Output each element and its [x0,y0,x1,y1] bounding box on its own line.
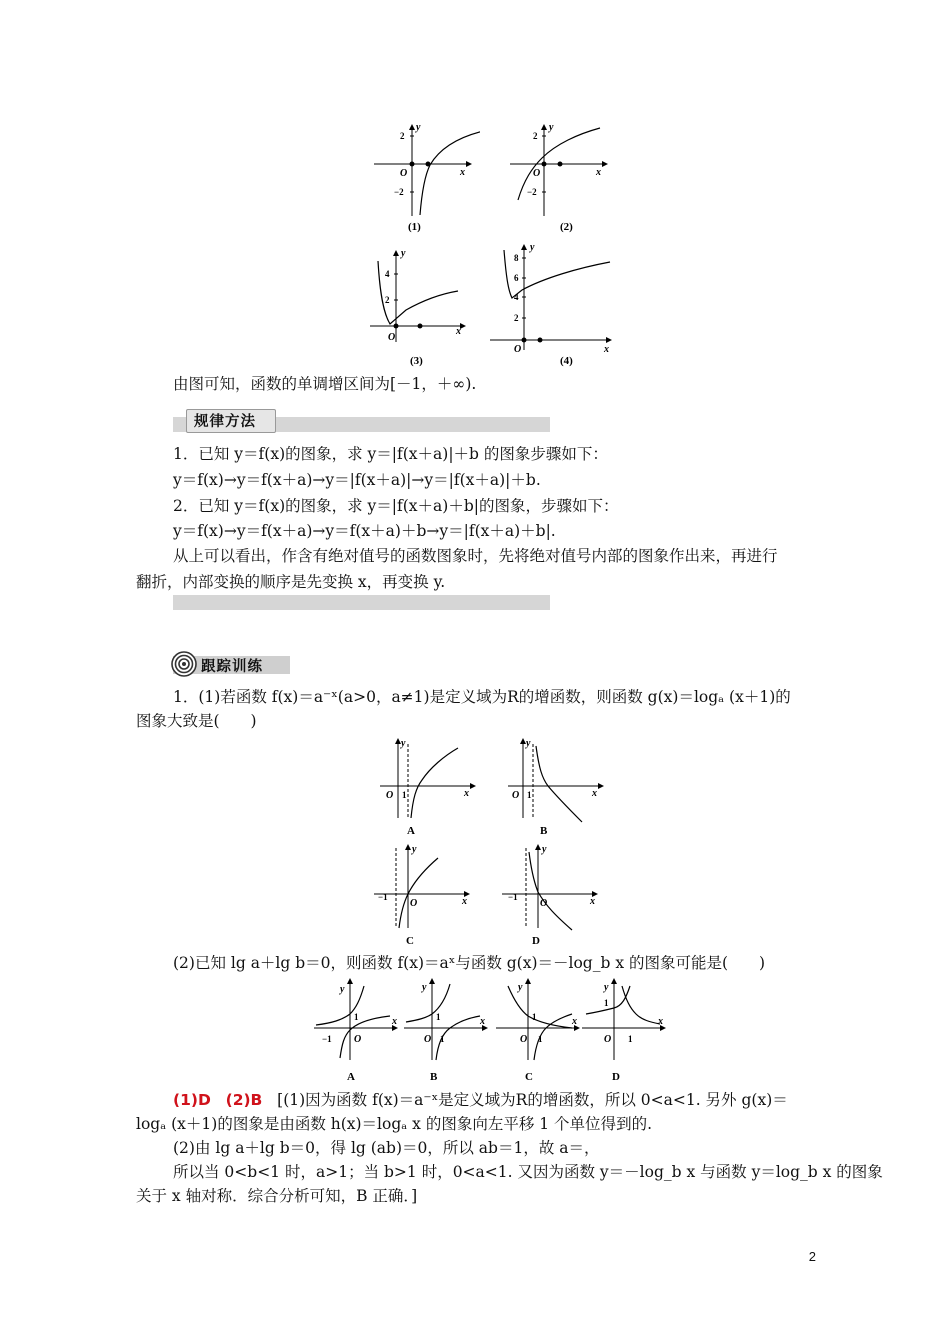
graph-caption: (3) [410,355,423,367]
answer-2: (2)B [225,1091,263,1109]
q2-option-b-graph [402,978,492,1083]
method-end-bar [173,595,550,610]
q1-option-d-graph [496,842,606,947]
tick-label: 4 [385,269,390,279]
axis-y-label: y [518,982,523,993]
answer-line-1 [173,1090,788,1110]
axis-y-label: y [542,844,547,855]
answer-line-2: logₐ (x＋1)的图象是由函数 h(x)＝logₐ x 的图象向左平移 1 个单位得到的. [136,1115,652,1133]
q2-option-d-graph [580,978,670,1083]
tick-label: 8 [514,253,519,263]
tick-label: 1 [604,998,609,1008]
origin-label: O [400,168,408,179]
origin-label: O [386,790,394,801]
origin-label: O [533,168,541,179]
axis-x-label: x [392,1016,397,1027]
graph-caption: (2) [560,221,573,233]
axis-x-label: x [592,788,597,799]
axis-x-label: x [604,344,609,355]
axis-y-label: y [549,122,554,133]
axis-y-label: y [340,984,345,995]
training-title: 跟踪训练 [201,659,263,675]
origin-label: O [514,344,522,355]
axis-y-label: y [416,122,421,133]
option-caption: B [430,1071,438,1083]
q1-option-c-graph [368,842,478,947]
option-caption: C [406,935,414,947]
axis-x-label: x [596,167,601,178]
answer-line-3: (2)由 lg a＋lg b＝0，得 lg (ab)＝0，所以 ab＝1，故 a＝， [173,1139,600,1157]
tick-label: 4 [514,292,519,302]
question-2-line: (2)已知 lg a＋lg b＝0，则函数 f(x)＝aˣ与函数 g(x)＝－log_b x 的图象可能是( ) [173,954,766,972]
answer-1: (1)D [173,1091,211,1109]
tick-label: 2 [400,131,405,141]
question-1-line1: 1．(1)若函数 f(x)＝a⁻ˣ(a>0，a≠1)是定义域为R的增函数，则函数 g(x)＝logₐ (x＋1)的 [173,688,791,706]
method-line: y＝f(x)→y＝f(x＋a)→y＝f(x＋a)＋b→y＝|f(x＋a)＋b|. [173,522,556,540]
method-line: 翻折，内部变换的顺序是先变换 x，再变换 y. [136,573,446,591]
option-caption: D [532,935,540,947]
axis-x-label: x [480,1016,485,1027]
question-1-line2: 图象大致是( ) [136,712,257,730]
tick-label: −1 [508,892,518,902]
origin-label: O [520,1034,528,1045]
conclusion-text: 由图可知，函数的单调增区间为[－1，＋∞). [173,375,477,393]
tick-label: −1 [378,892,388,902]
origin-label: O [540,898,548,909]
answer-line-4: 所以当 0<b<1 时，a>1；当 b>1 时，0<a<1. 又因为函数 y＝－log_b x 与函数 y＝log_b x 的图象 [173,1163,883,1181]
axis-x-label: x [456,326,461,337]
graph-caption: (1) [408,221,421,233]
target-icon [171,651,197,677]
origin-label: O [424,1034,432,1045]
tick-label: 1 [402,790,407,800]
axis-y-label: y [422,982,427,993]
axis-x-label: x [572,1016,577,1027]
origin-label: O [604,1034,612,1045]
axis-y-label: y [401,248,406,259]
tick-label: 2 [533,131,538,141]
tick-label: 1 [440,1034,445,1044]
graph-2 [508,120,618,235]
q2-option-c-graph [494,978,584,1083]
tick-label: 1 [538,1034,543,1044]
tick-label: −1 [322,1034,332,1044]
method-title: 规律方法 [194,414,256,430]
method-line: y＝f(x)→y＝f(x＋a)→y＝|f(x＋a)|→y＝|f(x＋a)|＋b. [173,471,541,489]
tick-label: −2 [527,187,537,197]
axis-x-label: x [658,1016,663,1027]
q1-option-a-graph [378,738,483,838]
answer-line-5: 关于 x 轴对称．综合分析可知，B 正确．] [136,1187,418,1205]
tick-label: 2 [514,313,519,323]
tick-label: 1 [532,1012,537,1022]
q1-option-b-graph [506,738,611,838]
method-line: 1．已知 y＝f(x)的图象，求 y＝|f(x＋a)|＋b 的图象步骤如下： [173,445,608,463]
page-number: 2 [808,1249,816,1264]
option-caption: A [407,825,415,837]
answer-explanation: [(1)因为函数 f(x)＝a⁻ˣ是定义域为R的增函数，所以 0<a<1. 另外 g(x)＝ [277,1091,788,1109]
axis-x-label: x [590,896,595,907]
axis-y-label: y [526,738,531,749]
option-caption: C [525,1071,533,1083]
tick-label: −2 [394,187,404,197]
tick-label: 1 [436,1012,441,1022]
method-line: 从上可以看出，作含有绝对值号的函数图象时，先将绝对值号内部的图象作出来，再进行 [173,547,778,565]
option-caption: B [540,825,548,837]
option-caption: A [347,1071,355,1083]
graph-4 [488,240,618,370]
axis-y-label: y [401,738,406,749]
axis-x-label: x [464,788,469,799]
method-line: 2．已知 y＝f(x)的图象，求 y＝|f(x＋a)＋b|的图象，步骤如下： [173,497,619,515]
tick-label: 1 [628,1034,633,1044]
axis-y-label: y [412,844,417,855]
q2-option-a-graph [312,978,402,1083]
tick-label: 1 [527,790,532,800]
graph-3 [366,246,471,371]
origin-label: O [512,790,520,801]
origin-label: O [388,332,396,343]
graph-caption: (4) [560,355,573,367]
axis-x-label: x [460,167,465,178]
tick-label: 1 [354,1012,359,1022]
origin-label: O [354,1034,362,1045]
axis-y-label: y [530,242,535,253]
tick-label: 2 [385,295,390,305]
origin-label: O [410,898,418,909]
tick-label: 6 [514,273,519,283]
graph-1 [370,120,480,235]
option-caption: D [612,1071,620,1083]
axis-x-label: x [462,896,467,907]
axis-y-label: y [604,982,609,993]
